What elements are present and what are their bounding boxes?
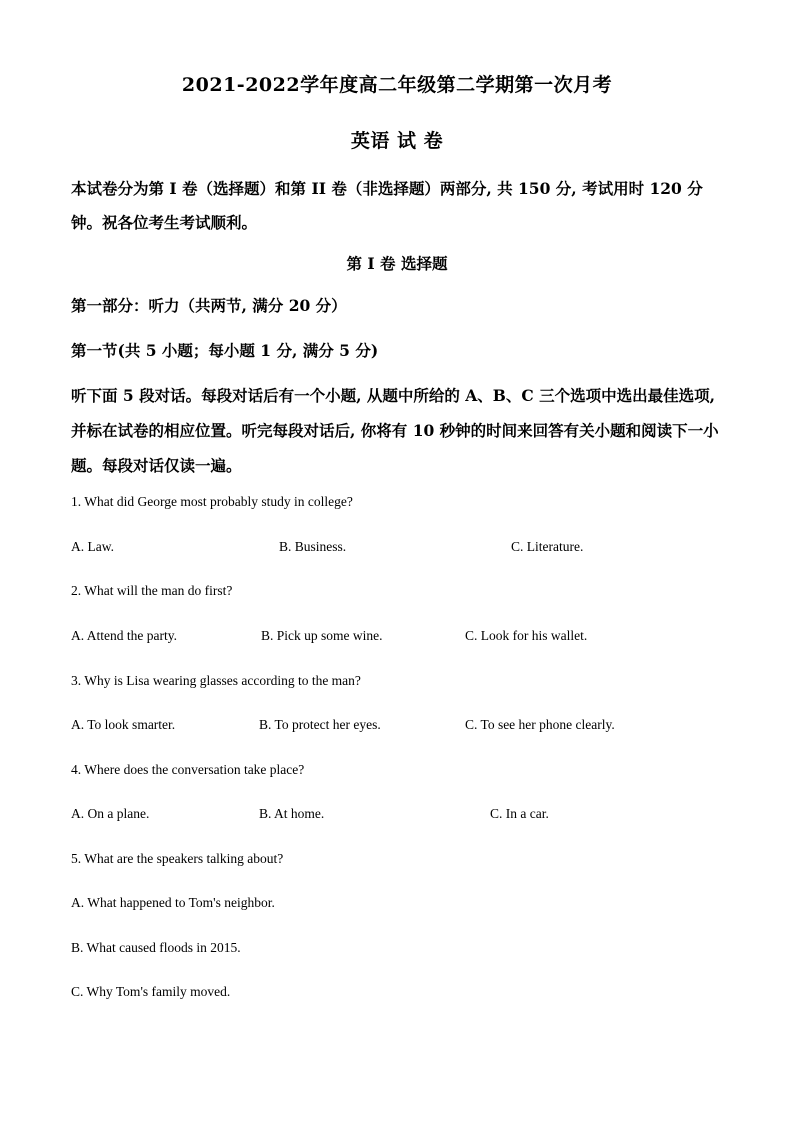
option-b: B. Pick up some wine. — [261, 628, 383, 643]
option-b: B. What caused floods in 2015. — [71, 940, 241, 955]
section-title: 第 I 卷 选择题 — [346, 254, 448, 273]
option-a: A. What happened to Tom's neighbor. — [71, 895, 275, 910]
question-stem: 2. What will the man do first? — [71, 583, 233, 598]
option-a: A. To look smarter. — [71, 717, 176, 732]
option-a: A. Law. — [71, 539, 114, 554]
question-stem: 3. Why is Lisa wearing glasses according to the man? — [71, 673, 361, 688]
option-c: C. In a car. — [490, 806, 549, 821]
part-heading: 第一部分：听力（共两节, 满分 20 分） — [71, 296, 347, 315]
option-c: C. Look for his wallet. — [465, 628, 588, 643]
exam-title: 2021-2022学年度高二年级第二学期第一次月考 — [181, 74, 613, 96]
question-stem: 5. What are the speakers talking about? — [71, 851, 284, 866]
question-stem: 1. What did George most probably study in college? — [71, 494, 353, 509]
question-stem: 4. Where does the conversation take place? — [71, 762, 305, 777]
option-b: B. At home. — [259, 806, 325, 821]
option-a: A. On a plane. — [71, 806, 150, 821]
exam-intro: 本试卷分为第 I 卷（选择题）和第 II 卷（非选择题）两部分, 共 150 分, 考试用时 120 分钟。祝各位考生考试顺利。 — [71, 179, 703, 232]
option-b: B. To protect her eyes. — [259, 717, 381, 732]
option-c: C. Literature. — [511, 539, 584, 554]
subsection-heading: 第一节(共 5 小题；每小题 1 分, 满分 5 分) — [71, 341, 379, 360]
option-c: C. Why Tom's family moved. — [71, 984, 231, 999]
exam-subtitle: 英语 试 卷 — [350, 130, 444, 152]
listening-instructions: 听下面 5 段对话。每段对话后有一个小题, 从题中所给的 A、B、C 三个选项中选出最佳选项, 并标在试卷的相应位置。听完每段对话后, 你将有 10 秒钟的时间来回答有关小题和阅读下一小题。每段对话仅读一遍。 — [71, 386, 719, 475]
option-a: A. Attend the party. — [71, 628, 177, 643]
option-c: C. To see her phone clearly. — [465, 717, 615, 732]
option-b: B. Business. — [279, 539, 347, 554]
